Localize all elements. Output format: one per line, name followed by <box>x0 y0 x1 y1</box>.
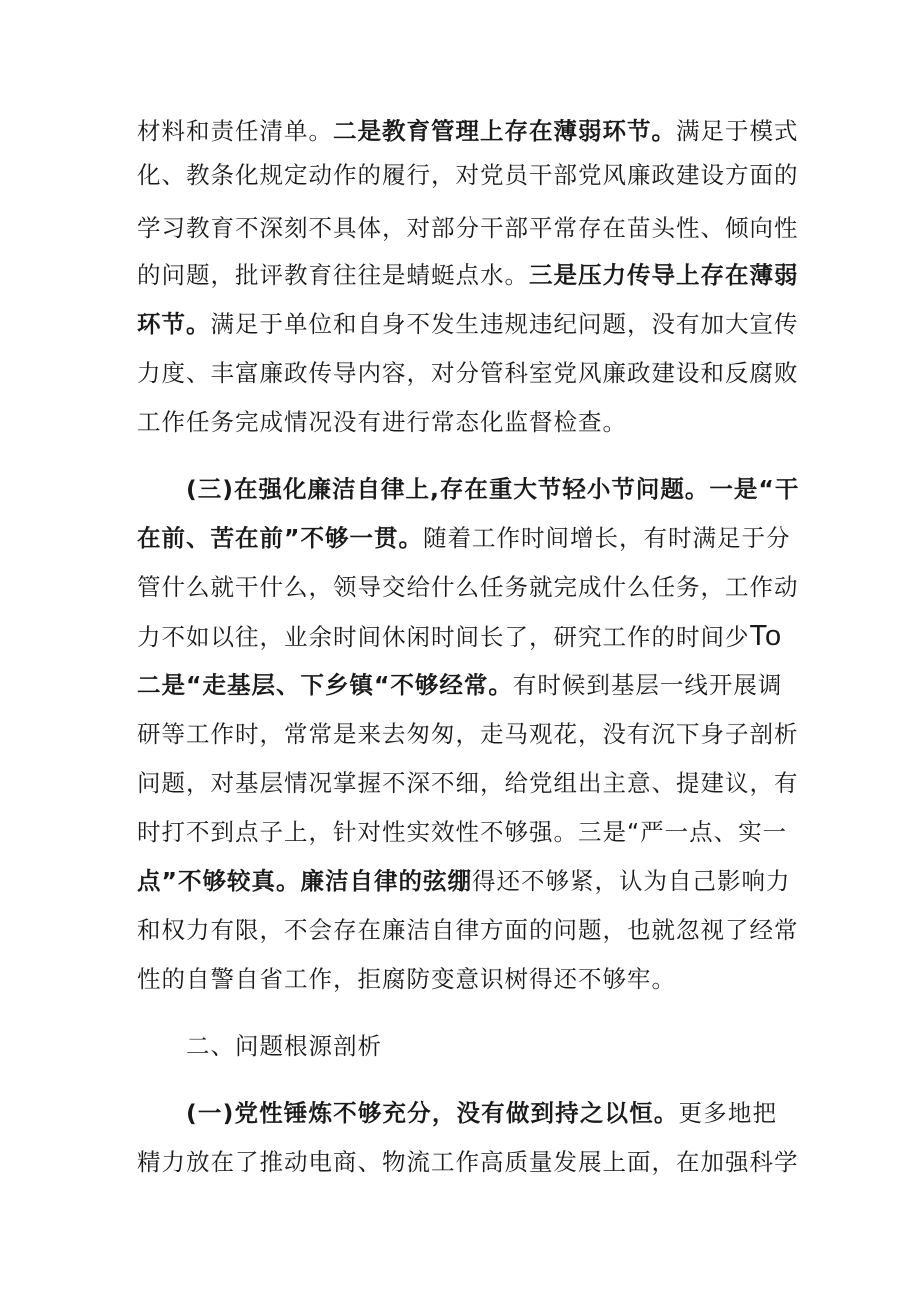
text-run: 时打不到点子上，针对性实效性不够强。三是“严一点、实一 <box>137 818 788 846</box>
text-line <box>186 470 800 508</box>
heading-text: 二、问题根源剖析 <box>186 1032 382 1060</box>
text-run: To <box>749 620 783 652</box>
text-run: 力不如以往，业余时间休闲时间长了，研究工作的时间少 <box>137 623 750 651</box>
text-run: 材料和责任清单。 <box>137 117 333 145</box>
text-line <box>137 156 799 194</box>
text-line <box>137 305 799 343</box>
text-run: 满足于模式 <box>676 117 799 145</box>
text-line <box>137 617 783 655</box>
bold-text-run: 在前、苦在前”不够一贯。 <box>137 524 423 552</box>
bold-text-run: 三是压力传导上存在薄弱 <box>529 261 799 289</box>
text-run: 化、教条化规定动作的履行，对党员干部党风廉政建设方面的 <box>137 161 799 189</box>
text-run: 有时候到基层一线开展调 <box>512 671 783 699</box>
bold-text-run: (一)党性锤炼不够充分，没有做到持之以恒。 <box>186 1099 679 1127</box>
text-run: 工作任务完成情况没有进行常态化监督检查。 <box>137 408 627 436</box>
text-line <box>186 1094 777 1132</box>
text-line <box>137 666 783 704</box>
bold-text-run: 二是教育管理上存在薄弱环节。 <box>333 117 676 145</box>
text-line <box>137 209 799 247</box>
text-line <box>137 1143 799 1181</box>
text-run: 问题，对基层情况掌握不深不细，给党组出主意、提建议，有 <box>137 769 799 797</box>
text-run: 学习教育不深刻不具体，对部分干部平常存在苗头性、倾向性 <box>137 214 799 242</box>
text-run: 研等工作时，常常是来去匆匆，走马观花，没有沉下身子剖析 <box>137 720 799 748</box>
text-run: 管什么就干什么，领导交给什么任务就完成什么任务，工作动 <box>137 573 799 601</box>
text-line <box>137 403 777 441</box>
bold-text-run: 二是“走基层、下乡镇“不够经常。 <box>137 671 513 699</box>
text-run: 得还不够紧，认为自己影响力 <box>471 867 791 895</box>
text-line <box>137 715 799 753</box>
bold-text-run: 环节。 <box>137 310 211 338</box>
text-run: 随着工作时间增长，有时满足于分 <box>422 524 791 552</box>
text-run: 满足于单位和自身不发生违规违纪问题，没有加大宣传 <box>210 310 799 338</box>
text-line <box>137 354 799 392</box>
text-line <box>137 862 791 900</box>
text-run: 性的自警自省工作，拒腐防变意识树得还不够牢。 <box>137 965 676 993</box>
bold-text-run: (三)在强化廉洁自律上,存在重大节轻小节问题。一是“干 <box>186 475 800 503</box>
text-line <box>137 813 788 851</box>
text-run: 的问题，批评教育往往是蜻蜓点水。 <box>137 261 529 289</box>
text-line <box>137 256 799 294</box>
text-line <box>137 568 799 606</box>
text-line <box>137 764 799 802</box>
bold-text-run: 点”不够较真。廉洁自律的弦绷 <box>137 867 472 895</box>
text-line <box>137 960 777 998</box>
text-run: 精力放在了推动电商、物流工作高质量发展上面，在加强科学 <box>137 1148 799 1176</box>
text-line <box>137 112 799 150</box>
text-line <box>137 519 791 557</box>
text-run: 更多地把 <box>678 1099 778 1127</box>
section-heading <box>186 1027 486 1065</box>
text-run: 力度、丰富廉政传导内容，对分管科室党风廉政建设和反腐败 <box>137 359 799 387</box>
text-run: 和权力有限，不会存在廉洁自律方面的问题，也就忽视了经常 <box>137 916 799 944</box>
text-line <box>137 911 799 949</box>
